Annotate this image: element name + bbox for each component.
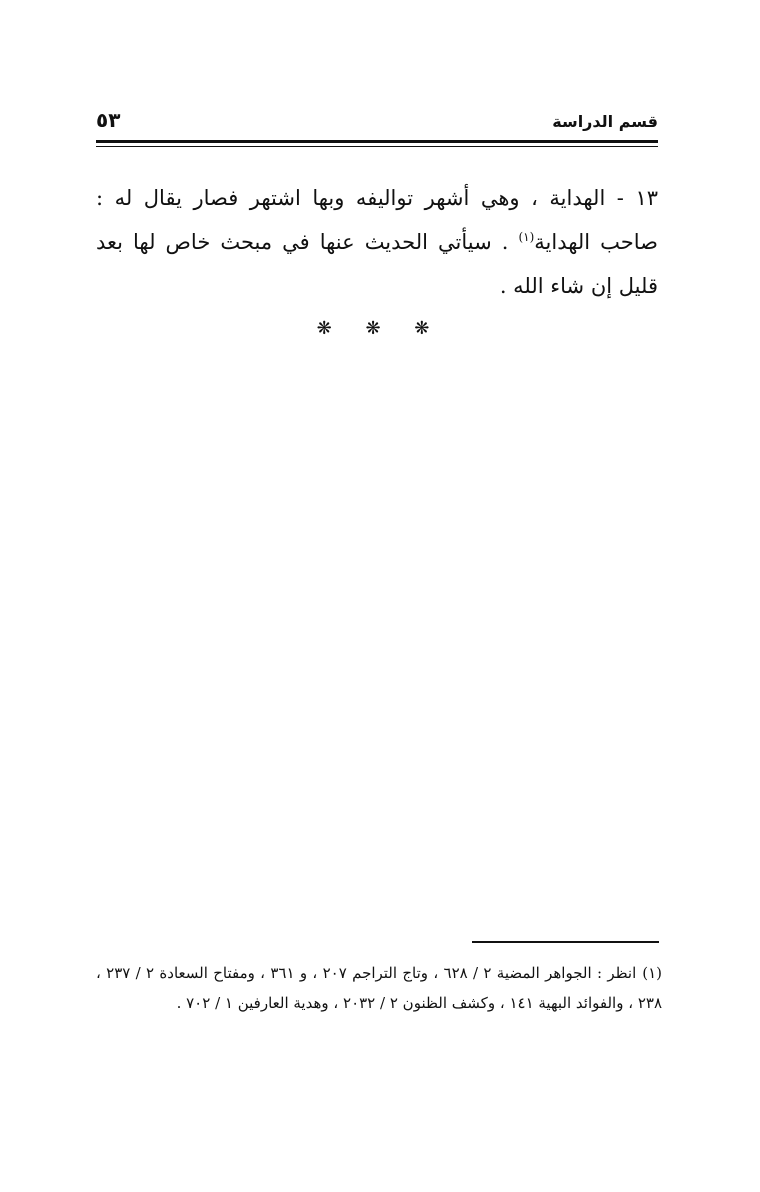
footnote-marker: (١) [642, 964, 663, 982]
running-title: قسم الدراسة [552, 112, 658, 131]
header-rule-thin [96, 146, 658, 147]
paragraph-text-end: . سيأتي الحديث عنها في مبحث خاص لها بعد قليل إن شاء الله . [96, 230, 658, 298]
footnote-text: انظر : الجواهر المضية ٢ / ٦٢٨ ، وتاج التراجم ٢٠٧ ، و ٣٦١ ، ومفتاح السعادة ٢ / ٢٣٧ ، ٢٣٨ ، والفوائد البهية ١٤١ ، وكشف الظنون ٢ / ٢٠٣٢ ، وهدية العارفين ١ / ٧٠٢ . [96, 964, 662, 1012]
page-header [96, 108, 658, 138]
body-paragraph [96, 176, 658, 308]
section-separator: ❋ ❋ ❋ [316, 318, 444, 339]
paragraph-text-start: ١٣ - الهداية ، وهي أشهر تواليفه وبها اشتهر فصار يقال له : صاحب الهداية [96, 186, 659, 254]
header-rule-thick [96, 140, 658, 143]
footnote-reference[interactable]: (١) [518, 230, 535, 244]
footnote-rule [472, 941, 659, 943]
page-number: ٥٣ [96, 108, 121, 132]
footnote [96, 958, 662, 1018]
